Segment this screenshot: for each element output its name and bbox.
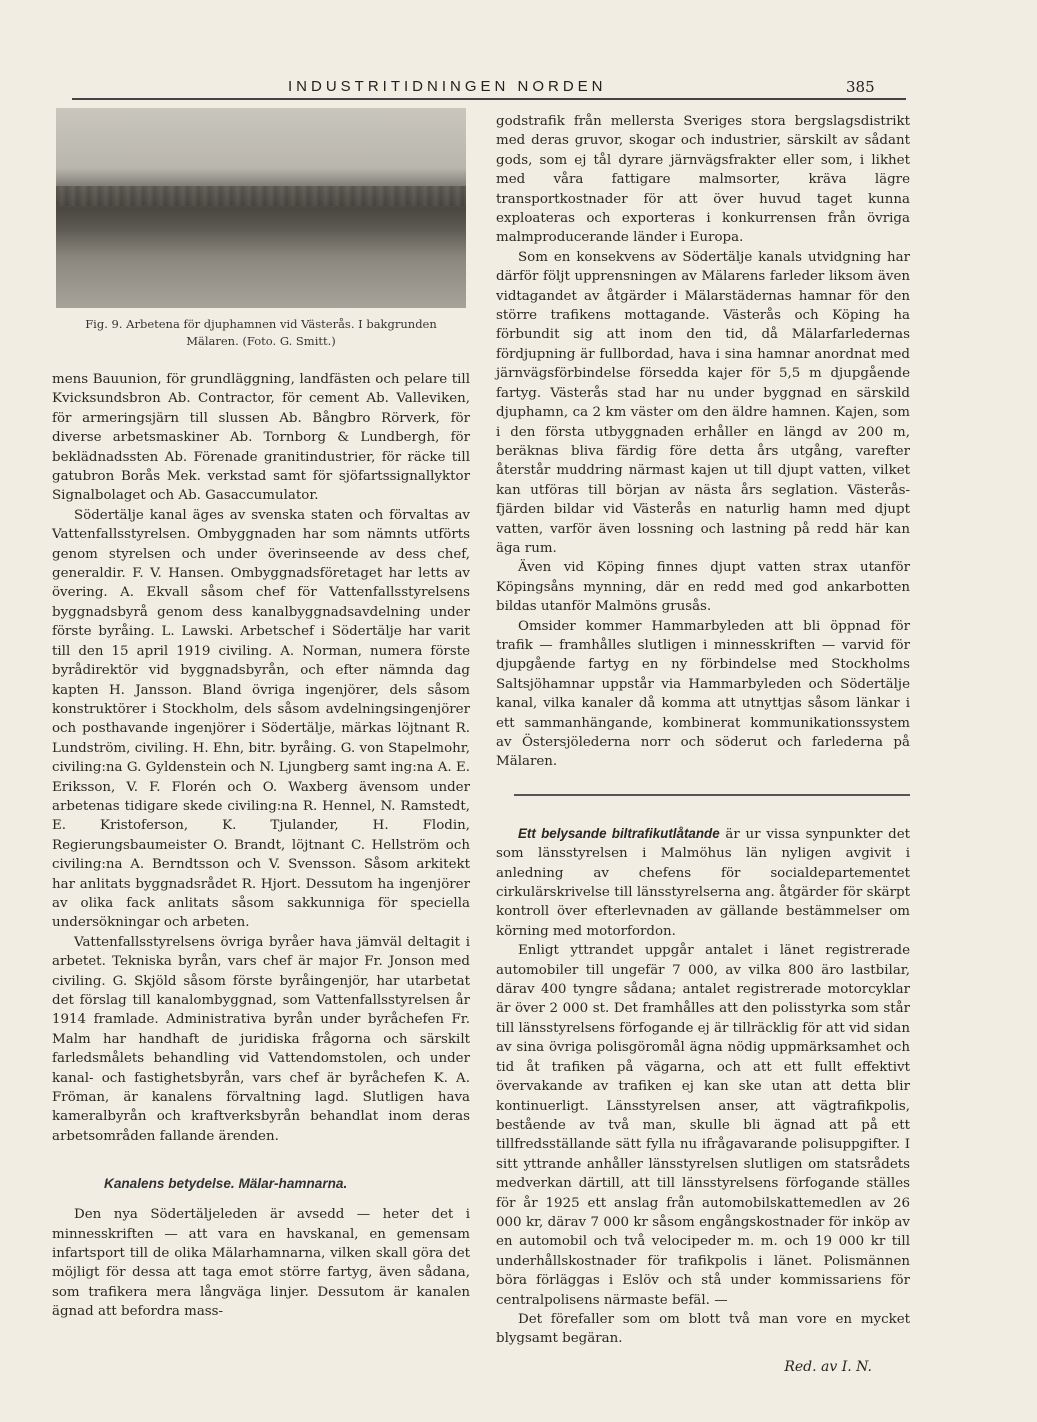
paragraph: Den nya Södertäljeleden är avsedd — heter det i minnesskriften — att vara en havskanal, en gemensam infartsport till de olika Mälarhamnarna, vilken skall göra det möjligt för dessa att taga emot större fartyg, även sådana, som trafikera mera långväga linjer. Dessutom är kanalen ägnad att befordra mass- xyxy=(52,1207,470,1320)
paragraph: godstrafik från mellersta Sveriges stora bergslagsdistrikt med deras gruvor, skogar och industrier, särskilt av sådant gods, som ej tål dyrare järnvägsfrakter eller som, i likhet med våra fattigare malmsorter, kräva lägre transportkostnader för att över huvud taget kunna exploateras och exporteras i konkurrensen från övriga malmproducerande länder i Europa. xyxy=(496,114,910,246)
right-column xyxy=(496,112,910,1375)
signature: Red. av I. N. xyxy=(784,1358,872,1375)
page-number: 385 xyxy=(846,78,875,96)
paragraph xyxy=(496,824,910,941)
section-heading: Kanalens betydelse. Mälar-hamnarna. xyxy=(104,1176,348,1192)
lead-phrase: Ett belysande biltrafikutlåtande xyxy=(518,825,720,841)
paragraph: Enligt yttrandet uppgår antalet i länet registrerade automobiler till ungefär 7 000, av vilka 800 äro lastbilar, därav 400 tyngre sådana; antalet registrerade motorcyklar är över 2 000 st. Det framhålles att den polisstyrka som står till länsstyrelsens förfogande ej är tillräcklig för att vid sidan av sina övriga polisgöromål ägna nödig uppmärksamhet och tid åt trafiken på vägarna, och att ett fullt effektivt övervakande av trafiken ej kan ske utan att detta blir kontinuerligt. Länsstyrelsen anser, att vägtrafikpolis, bestående av två man, skulle bli ägnad att på ett tillfredsställande sätt fylla nu ifrågavarande polisuppgifter. I sitt yttrande anhåller länsstyrelsen slutligen om statsrådets medverkan därtill, att till länsstyrelsens förfogande ställes för år 1925 ett anslag från automobilskattemedlen av 26 000 kr, därav 7 000 kr såsom engångskostnader för inköp av en automobil och två velocipeder m. m. och 19 000 kr till underhållskostnader för trafikpolis i länet. Polismännen böra förläggas i Eslöv och stå under kommissariens för centralpolisens närmaste befäl. — xyxy=(496,943,910,1308)
paragraph: Som en konsekvens av Södertälje kanals utvidgning har därför följt upprensningen av Mälarens farleder liksom även vidtagandet av åtgärder i Mälarstädernas hamnar för den större trafikens mottagande. Västerås och Köping ha förbundit sig att inom den tid, då Mälarfarledernas fördjupning är fullbordad, hava i sina hamnar anordnat med järnvägsförbindelse försedda kajer för 5,5 m djupgående fartyg. Västerås stad har nu under byggnad en särskild djuphamn, ca 2 km väster om den äldre hamnen. Kajen, som i den första utbyggnaden erhåller en längd av 200 m, beräknas bliva färdig före detta års utgång, varefter återstår muddring närmast kajen ut till djupt vatten, vilket kan utföras till början av nästa års seglation. Västerås-fjärden bildar vid Västerås en naturlig hamn med djupt vatten, varför även lossning och lastning på redd här kan äga rum. xyxy=(496,249,910,556)
paragraph: Även vid Köping finnes djupt vatten strax utanför Köpingsåns mynning, där en redd med god ankarbotten bildas utanför Malmöns grusås. xyxy=(496,560,910,615)
paragraph-text: är ur vissa synpunkter det som länsstyrelsen i Malmöhus län nyligen avgivit i anledning av chefens för socialdepartementet cirkulärskrivelse till länsstyrelserna ang. åtgärder för skärpt kontroll över efterlevnaden av gällande bestämmelser om körning med motorfordon. xyxy=(496,826,910,939)
paragraph: Vattenfallsstyrelsens övriga byråer hava jämväl deltagit i arbetet. Tekniska byrån, vars chef är major Fr. Jonson med civiling. G. Skjöld såsom förste byråingenjör, har utarbetat det förslag till kanalombyggnad, som Vattenfallsstyrelsen år 1914 framlade. Administrativa byrån under byråchefen Fr. Malm har handhaft de juridiska frågorna och särskilt farledsmålets behandling vid Vattendomstolen, och under kanal- och fastighetsbyrån, vars chef är byråchefen K. A. Fröman, är kanalens förvaltning lagd. Slutligen hava kameralbyrån och kraftverksbyrån behandlat inom deras arbetsområden fallande ärenden. xyxy=(52,934,470,1144)
harbor-photo xyxy=(56,108,466,308)
running-title: INDUSTRITIDNINGEN NORDEN xyxy=(288,78,607,95)
left-column xyxy=(52,108,470,1322)
paragraph: mens Bauunion, för grundläggning, landfästen och pelare till Kvicksundsbron Ab. Contractor, för cement Ab. Valleviken, för armeringsjärn till slussen Ab. Bångbro Rörverk, för diverse arbetsmaskiner Ab. Tornborg & Lundbergh, för beklädnadssten Ab. Förenade granitindustrier, för räcke till gatubron Borås Mek. verkstad samt för sjöfartssignallyktor Signalbolaget och Ab. Gasaccumulator. xyxy=(52,372,470,504)
paragraph: Omsider kommer Hammarbyleden att bli öppnad för trafik — framhålles slutligen i minnesskriften — varvid för djupgående fartyg en ny förbindelse med Stockholms Saltsjöhamnar uppstår via Hammarbyleden och Södertälje kanal, vilka kanaler då komma att utnyttjas såsom länkar i ett sammanhängande, kombinerat kommunikationssystem av Östersjölederna norr och söderut och farlederna på Mälaren. xyxy=(496,618,910,770)
section-divider xyxy=(514,794,910,796)
caption-line-1: Fig. 9. Arbetena för djuphamnen vid Västerås. I bakgrunden xyxy=(85,317,437,331)
header-rule xyxy=(72,98,906,100)
paragraph: Det förefaller som om blott två man vore en mycket blygsamt begäran. xyxy=(496,1311,910,1347)
caption-line-2: Mälaren. (Foto. G. Smitt.) xyxy=(186,334,336,348)
paragraph: Södertälje kanal äges av svenska staten och förvaltas av Vattenfallsstyrelsen. Ombyggnaden har som nämnts utförts genom styrelsen och under överinseende av dess chef, generaldir. F. V. Hansen. Ombyggnadsföretaget har letts av övering. A. Ekvall såsom chef för Vattenfallsstyrelsens byggnadsbyrå genom dess kanalbyggnadsavdelning under förste byråing. L. Lawski. Arbetschef i Södertälje har varit till den 15 april 1919 civiling. A. Norman, numera förste byrådirektör vid byggnadsbyrån, och efter nämnda dag kapten H. Jansson. Bland övriga ingenjörer, dels såsom konstruktörer i Stockholm, dels såsom avdelningsingenjörer och posthavande ingenjörer i Södertälje, märkas löjtnant R. Lundström, civiling. H. Ehn, bitr. byråing. G. von Stapelmohr, civiling:na G. Gyldenstein och N. Ljungberg samt ing:na A. E. Eriksson, V. F. Florén och O. Waxberg ävensom under arbetenas tidigare skede civiling:na R. Hennel, N. Ramstedt, E. Kristoferson, K. Tjulander, H. Flodin, Regierungsbaumeister O. Brandt, löjtnant C. Hellström och civiling:na A. Berndtsson och V. Svensson. Såsom arkitekt har anlitats byggnadsrådet R. Hjort. Dessutom ha ingenjörer av olika fack anlitats såsom sakkunniga för speciella undersökningar och arbeten. xyxy=(52,507,470,931)
figure-caption xyxy=(52,316,470,350)
